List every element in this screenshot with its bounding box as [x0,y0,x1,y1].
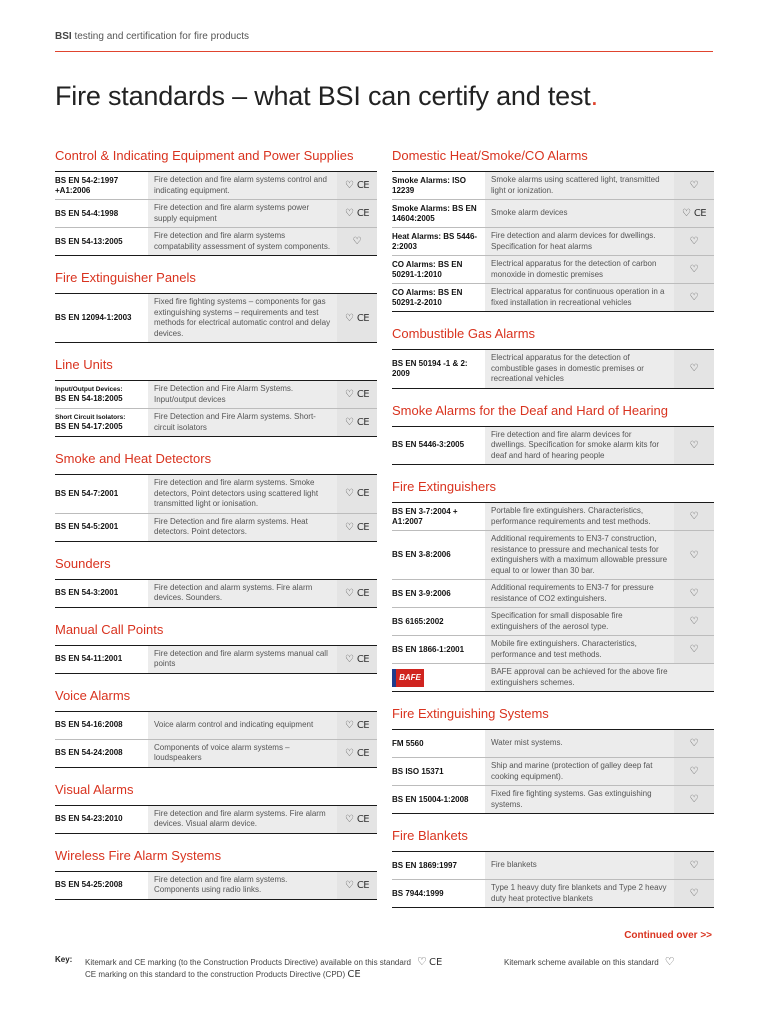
standards-table [55,171,377,256]
ce-mark-icon: CE [356,653,370,665]
standard-code [392,350,485,388]
kitemark-icon: ♡ [344,521,354,533]
section-title: Fire Blankets [392,828,468,843]
certification-marks [674,172,714,199]
standards-section [55,622,377,674]
ce-mark-icon: CE [356,747,370,759]
section-title: Fire Extinguishing Systems [392,706,549,721]
standard-code-text: BS EN 54-25:2008 [55,880,123,889]
ce-mark-icon: CE [356,312,370,324]
table-row [392,851,714,879]
certification-marks [337,228,377,255]
kitemark-icon: ♡ [689,264,699,275]
standard-code [392,636,485,663]
section-title: Line Units [55,357,113,372]
standard-code [392,580,485,607]
standard-description: Mobile fire extinguishers. Characteristics, performance and test methods. [485,636,674,663]
standard-description: Additional requirements to EN3-7 construction, resistance to pressure and mechanical tests for extinguishers with a maximum allowable pressure equal to or lower than 30 bar. [485,531,674,579]
kitemark-icon: ♡ [689,644,699,655]
section-title: Control & Indicating Equipment and Power Supplies [55,148,354,163]
page-header [55,31,249,42]
standard-description: Electrical apparatus for the detection of carbon monoxide in domestic premises [485,256,674,283]
table-row [55,380,377,408]
certification-marks [674,580,714,607]
standard-code [392,172,485,199]
standards-section [392,326,714,389]
standard-description: Fire detection and fire alarm systems. Smoke detectors, Point detectors using scattered light transmitted light or ionisation. [148,475,337,513]
ce-mark-icon: CE [347,969,361,980]
standard-code-text: BS EN 3-8:2006 [392,550,451,559]
standard-code-text: BS 7944:1999 [392,888,444,898]
standard-description: Fire detection and fire alarm systems control and indicating equipment. [148,172,337,199]
standards-table [392,349,714,389]
standard-code-text: BS EN 3-7:2004 + A1:2007 [392,506,458,526]
key-ce [85,969,361,980]
certification-marks [674,758,714,785]
standard-code-text: FM 5560 [392,738,424,748]
standard-description: Fire blankets [485,852,674,879]
certification-marks [337,294,377,342]
standard-code-text: BS EN 3-9:2006 [392,588,451,598]
standard-code-text: Heat Alarms: BS 5446-2:2003 [392,231,478,251]
standards-table [55,711,377,768]
kitemark-icon: ♡ [689,511,699,522]
certification-marks [674,880,714,907]
table-row [392,502,714,530]
standards-table [392,502,714,692]
standards-section [55,848,377,900]
kitemark-icon: ♡ [344,719,354,731]
standard-code-text: BS EN 15004-1:2008 [392,794,469,804]
table-row [55,474,377,513]
section-title: Sounders [55,555,111,571]
section-title: Visual Alarms [55,781,134,797]
standard-description: Fire detection and fire alarm devices for dwellings. Specification for smoke alarm kits for deaf and hard of hearing people [485,427,674,465]
ce-mark-icon: CE [356,488,370,500]
kitemark-icon: ♡ [344,587,354,599]
standard-description: Ship and marine (protection of galley deep fat cooking equipment). [485,758,674,785]
standard-code [392,503,485,530]
standards-table [55,474,377,542]
standard-description: Electrical apparatus for continuous operation in a fixed installation in recreational vehicles [485,284,674,311]
header-rule [55,51,713,52]
key-both [85,955,442,968]
standard-code [55,740,148,767]
title-text: Fire standards – what BSI can certify and test [55,81,591,111]
standards-table [55,645,377,674]
standard-code [55,872,148,899]
certification-marks [337,872,377,899]
certification-marks [337,475,377,513]
table-row [392,635,714,663]
standard-code [55,475,148,513]
page-title [55,81,598,112]
standards-table [392,729,714,814]
brand-name: BSI [55,31,72,42]
standard-description: Smoke alarms using scattered light, transmitted light or ionization. [485,172,674,199]
standards-section [392,479,714,692]
standards-table [392,171,714,312]
standards-section [55,270,377,343]
kitemark-icon: ♡ [689,363,699,375]
certification-marks [337,712,377,739]
key-both-text: Kitemark and CE marking (to the Construction Products Directive) available on this standard [85,958,411,967]
standard-description: Specification for small disposable fire extinguishers of the aerosol type. [485,608,674,635]
kitemark-icon: ♡ [689,616,699,627]
kitemark-icon: ♡ [689,860,699,871]
section-title: Fire Extinguisher Panels [55,270,196,285]
standard-description: Fire detection and fire alarm systems manual call points [148,646,337,673]
certification-marks [674,503,714,530]
table-row [55,805,377,834]
ce-mark-icon: CE [356,180,370,191]
table-row [55,871,377,900]
standard-code-text: BS EN 54-16:2008 [55,720,123,729]
table-row [55,408,377,437]
right-column [392,148,714,922]
section-title: Combustible Gas Alarms [392,326,536,341]
standard-category: Input/Output Devices: [55,385,123,393]
standard-description: Fixed fire fighting systems – components for gas extinguishing systems – requirements and test methods for electrical automatic control and delay devices. [148,294,337,342]
ce-mark-icon: CE [356,208,370,219]
ce-mark-icon: CE [356,417,370,428]
standard-code [392,531,485,579]
table-row [55,645,377,674]
standard-code-text: BS EN 54-11:2001 [55,654,123,663]
standard-code-text: BS EN 54-13:2005 [55,236,123,246]
standard-description: Fire detection and fire alarm systems. Fire alarm devices. Visual alarm device. [148,806,337,833]
standards-section [55,556,377,608]
standard-code-text: BS ISO 15371 [392,766,444,776]
kitemark-icon: ♡ [344,747,354,759]
ce-mark-icon: CE [356,813,370,825]
key-kite [504,955,675,968]
kitemark-icon: ♡ [689,180,699,191]
standards-table [55,293,377,343]
standard-description: Fire Detection and fire alarm systems. Heat detectors. Point detectors. [148,514,337,541]
section-title: Wireless Fire Alarm Systems [55,847,222,863]
standard-code [392,427,485,465]
key-ce-text: CE marking on this standard to the construction Products Directive (CPD) [85,970,346,979]
standard-code-text: BS EN 1866-1:2001 [392,644,465,654]
table-row [55,199,377,227]
kitemark-icon: ♡ [344,389,354,400]
certification-marks [674,284,714,311]
standard-code [392,228,485,255]
standard-code [55,514,148,541]
standard-code-text: BS EN 54-17:2005 [55,421,123,431]
certification-marks [674,427,714,465]
kitemark-icon: ♡ [689,766,699,777]
standard-code-text: BS EN 54-2:1997 +A1:2006 [55,175,119,195]
table-row [392,426,714,466]
ce-mark-icon: CE [356,587,370,599]
section-title: Smoke Alarms for the Deaf and Hard of Hearing [392,402,669,418]
standard-code [55,228,148,255]
ce-mark-icon: CE [429,957,443,968]
standard-code [392,852,485,879]
certification-marks [337,381,377,408]
section-title: Smoke and Heat Detectors [55,451,212,466]
table-row [55,171,377,199]
table-row [392,227,714,255]
certification-marks [674,200,714,227]
standard-code-text: BS EN 54-3:2001 [55,588,119,597]
ce-mark-icon: CE [356,879,370,891]
standard-code [392,608,485,635]
section-title: Voice Alarms [55,687,131,703]
table-row [392,729,714,757]
standard-code [55,646,148,673]
standards-section [55,148,377,256]
standard-code [392,786,485,813]
standard-description: Fire detection and fire alarm systems compatability assessment of system components. [148,228,337,255]
kitemark-icon: ♡ [344,180,354,191]
table-row [392,349,714,389]
standard-description: Smoke alarm devices [485,200,674,227]
standard-code [392,284,485,311]
standards-section [392,148,714,312]
ce-mark-icon: CE [693,208,707,219]
certification-marks-empty [674,664,714,691]
standards-section [392,403,714,466]
ce-mark-icon: CE [356,521,370,533]
certification-marks [337,806,377,833]
standard-description: Fixed fire fighting systems. Gas extinguishing systems. [485,786,674,813]
standard-code-text: CO Alarms: BS EN 50291-2-2010 [392,287,463,307]
key-label: Key: [55,955,73,964]
standard-code [55,409,148,436]
standards-section [392,828,714,908]
kitemark-icon: ♡ [344,208,354,219]
standard-code [392,880,485,907]
certification-marks [337,172,377,199]
table-row [392,663,714,692]
certification-marks [674,531,714,579]
standards-section [55,451,377,542]
standard-code-text: BS 6165:2002 [392,616,444,626]
key-kite-text: Kitemark scheme available on this standard [504,958,659,967]
left-column [55,148,377,914]
standard-code [392,200,485,227]
table-row [392,530,714,579]
standard-code-text: BS EN 54-4:1998 [55,208,119,218]
standard-code [55,200,148,227]
kitemark-icon: ♡ [689,794,699,805]
standard-description: Fire detection and alarm systems. Fire alarm devices. Sounders. [148,580,337,607]
standard-code-text: BS EN 54-18:2005 [55,393,123,403]
certification-marks [674,852,714,879]
certification-marks [337,409,377,436]
standard-code-text: BS EN 12094-1:2003 [55,313,132,322]
standard-code [55,580,148,607]
kitemark-icon: ♡ [344,312,354,324]
standard-code-text: Smoke Alarms: ISO 12239 [392,175,466,195]
standard-description: Fire detection and fire alarm systems power supply equipment [148,200,337,227]
standard-code [55,712,148,739]
kitemark-icon: ♡ [689,888,699,899]
standard-code-text: BS EN 5446-3:2005 [392,440,465,450]
certification-marks [674,730,714,757]
standard-code-text: CO Alarms: BS EN 50291-1:2010 [392,259,463,279]
standard-code [55,806,148,833]
table-row [55,711,377,739]
standard-code-text: BS EN 54-5:2001 [55,522,119,531]
title-dot: . [590,81,598,111]
table-row [392,879,714,908]
standard-description: Components of voice alarm systems – loudspeakers [148,740,337,767]
table-row [392,255,714,283]
kitemark-icon: ♡ [689,738,699,749]
table-row [55,579,377,608]
table-row [55,293,377,343]
kitemark-icon: ♡ [352,236,362,247]
table-row [392,607,714,635]
standard-description: Water mist systems. [485,730,674,757]
table-row [55,227,377,256]
kitemark-icon: ♡ [344,879,354,891]
certification-marks [337,646,377,673]
standards-section [55,782,377,834]
certification-marks [337,580,377,607]
table-row [392,199,714,227]
certification-marks [337,514,377,541]
kitemark-icon: ♡ [689,549,699,561]
bafe-logo: BAFE [392,669,424,687]
standard-code [392,256,485,283]
ce-mark-icon: CE [356,389,370,400]
table-row [392,171,714,199]
standard-code-text: BS EN 54-23:2010 [55,814,123,823]
section-title: Manual Call Points [55,621,164,637]
standard-code-text: BS EN 54-7:2001 [55,488,119,498]
kitemark-icon: ♡ [344,488,354,500]
standard-code-text: BS EN 54-24:2008 [55,748,123,757]
kitemark-icon: ♡ [344,653,354,665]
table-row [392,579,714,607]
standard-description: Electrical apparatus for the detection of combustible gases in domestic premises or recreational vehicles [485,350,674,388]
kitemark-icon: ♡ [344,417,354,428]
kitemark-icon: ♡ [344,813,354,825]
kitemark-icon: ♡ [416,956,427,968]
table-row [392,283,714,312]
section-title: Fire Extinguishers [392,479,497,494]
standard-description: Fire detection and alarm devices for dwellings. Specification for heat alarms [485,228,674,255]
bafe-cell [392,664,485,691]
ce-mark-icon: CE [356,719,370,731]
certification-marks [674,350,714,388]
standard-description: Fire detection and fire alarm systems. Components using radio links. [148,872,337,899]
kitemark-icon: ♡ [689,439,699,451]
standard-code [55,294,148,342]
standards-table [55,380,377,437]
standard-description: Additional requirements to EN3-7 for pressure resistance of CO2 extinguishers. [485,580,674,607]
certification-marks [674,608,714,635]
continued-link[interactable]: Continued over >> [624,930,712,941]
section-title: Domestic Heat/Smoke/CO Alarms [392,148,588,163]
standard-code [392,758,485,785]
standard-description: Fire Detection and Fire Alarm Systems. Input/output devices [148,381,337,408]
kitemark-icon: ♡ [664,956,675,968]
table-row [392,757,714,785]
standards-section [392,706,714,814]
standards-section [55,357,377,437]
standards-table [55,805,377,834]
standard-code-text: BS EN 1869:1997 [392,860,457,870]
certification-marks [674,786,714,813]
standards-table [55,871,377,900]
standards-table [55,579,377,608]
kitemark-icon: ♡ [689,292,699,303]
standard-description: Voice alarm control and indicating equipment [148,712,337,739]
kitemark-icon: ♡ [689,236,699,247]
kitemark-icon: ♡ [689,588,699,599]
certification-marks [337,200,377,227]
standards-section [55,688,377,768]
certification-marks [674,256,714,283]
certification-marks [337,740,377,767]
table-row [55,513,377,542]
standard-description: Fire Detection and Fire Alarm systems. Short-circuit isolators [148,409,337,436]
standards-table [392,426,714,466]
kitemark-icon: ♡ [681,208,691,219]
standards-table [392,851,714,908]
standard-description: BAFE approval can be achieved for the above fire extinguishers schemes. [485,664,674,691]
certification-marks [674,228,714,255]
standard-description: Type 1 heavy duty fire blankets and Type 2 heavy duty heat protective blankets [485,880,674,907]
table-row [55,739,377,768]
standard-category: Short Circuit Isolators: [55,413,126,421]
standard-code [55,381,148,408]
standard-description: Portable fire extinguishers. Characteristics, performance requirements and test methods. [485,503,674,530]
standard-code-text: Smoke Alarms: BS EN 14604:2005 [392,203,477,223]
standard-code-text: BS EN 50194 -1 & 2: 2009 [392,358,468,378]
standard-code [55,172,148,199]
header-text: testing and certification for fire products [74,31,249,42]
certification-marks [674,636,714,663]
standard-code [392,730,485,757]
table-row [392,785,714,814]
